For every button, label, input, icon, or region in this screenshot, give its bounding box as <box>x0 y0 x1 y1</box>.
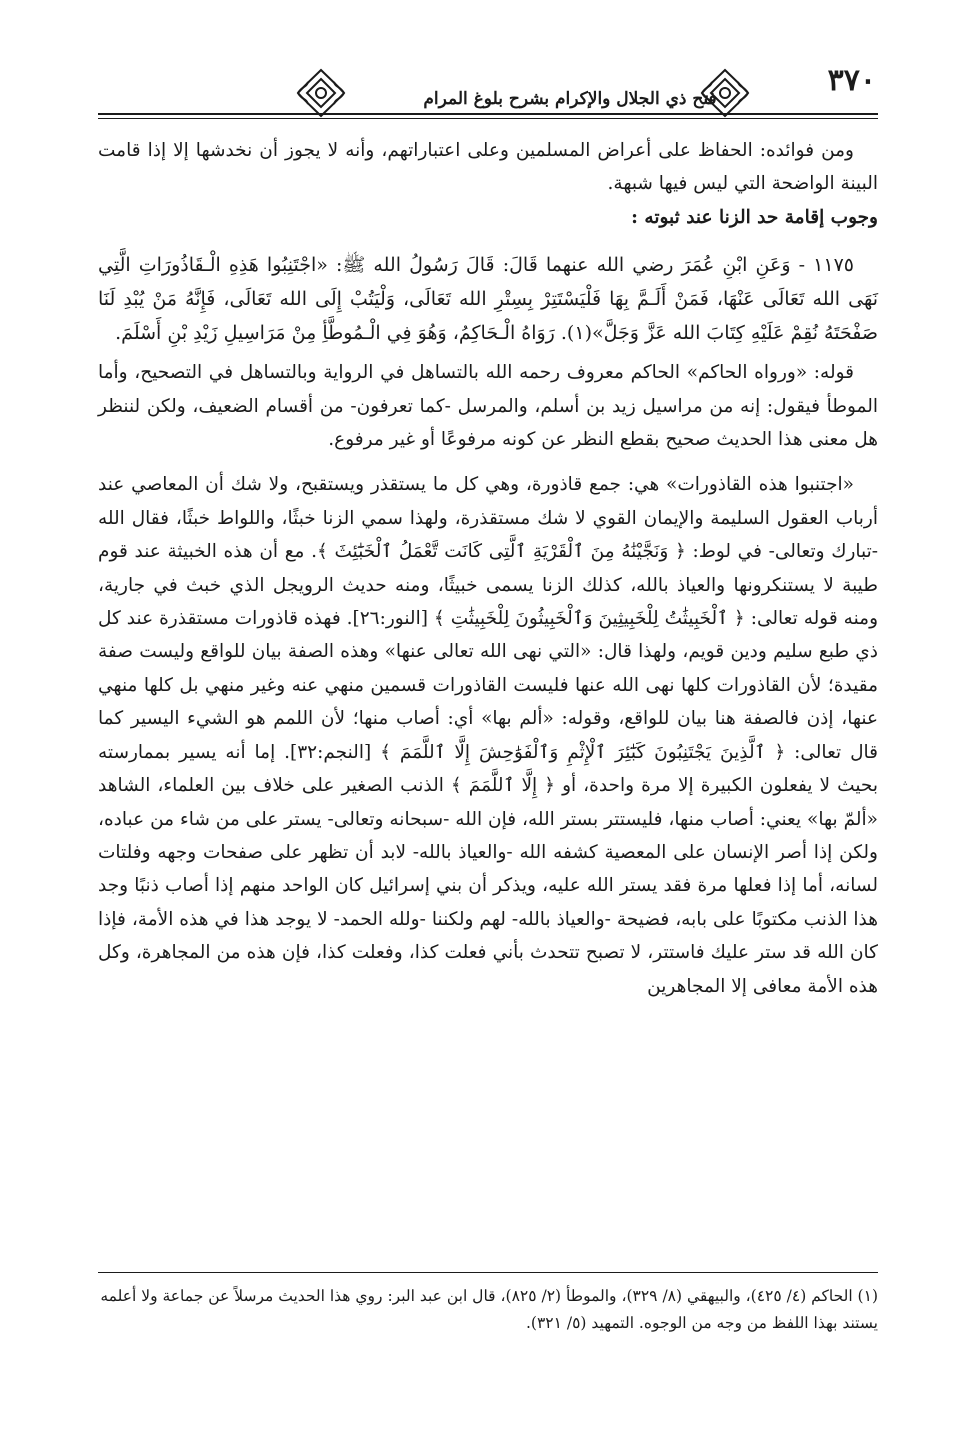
header-rule-thin <box>98 118 878 119</box>
footnote-divider <box>98 1272 878 1273</box>
book-title: فتح ذي الجلال والإكرام بشرح بلوغ المرام <box>423 89 717 109</box>
header-rule <box>98 113 878 115</box>
hadith-body: - وَعَنِ ابْنِ عُمَرَ رضي الله عنهما قَالَ: قَالَ رَسُولُ الله ﷺ: «اجْتَنِبُوا هَذِهِ الْـقَاذُورَاتِ الَّتِي نَهَى الله تَعَالَى عَنْهَا، فَمَنْ أَلَـمَّ بِهَا فَلْيَسْتَتِرْ بِسِتْرِ الله تَعَالَى، وَلْيَتُبْ إِلَى الله تَعَالَى، فَإِنَّهُ مَنْ يُبْدِ لَنَا صَفْحَتَهُ نُقِمْ عَلَيْهِ كِتَابَ الله عَزَّ وَجَلَّ»(١). رَوَاهُ الْـحَاكِمُ، وَهُوَ فِي الْـمُوطَّأِ مِنْ مَرَاسِيلِ زَيْدِ بْنِ أَسْلَمَ. <box>98 254 878 345</box>
hadith-number: ١١٧٥ <box>813 254 854 277</box>
page-body <box>98 134 878 1003</box>
footnotes <box>98 1283 878 1337</box>
footnote: (١) الحاكم (٤/ ٤٢٥)، والبيهقي (٨/ ٣٢٩)، والموطأ (٢/ ٨٢٥)، قال ابن عبد البر: روي هذا الحديث مرسلاً عن جماعة ولا أعلمه يستند بهذا اللفظ من وجه من الوجوه. التمهيد (٥/ ٣٢١). <box>100 1287 878 1332</box>
page-number: ٣٧٠ <box>827 63 876 98</box>
section-heading: وجوب إقامة حد الزنا عند ثبوته : <box>631 206 878 228</box>
ornament-icon <box>698 66 752 120</box>
commentary-paragraph: «اجتنبوا هذه القاذورات» هي: جمع قاذورة، وهي كل ما يستقذر ويستقبح، ولا شك أن المعاصي عند أرباب العقول السليمة والإيمان القوي لا شك مستقذرة، ولهذا سمي الزنا خبثًا، واللواط خبثًا، فقال الله -تبارك وتعالى- في لوط: ﴿ وَنَجَّيْنَٰهُ مِنَ ٱلْقَرْيَةِ ٱلَّتِى كَانَت تَّعْمَلُ ٱلْخَبَٰٓئِثَ ﴾. مع أن هذه الخبيثة عند قوم طيبة لا يستنكرونها والعياذ بالله، كذلك الزنا يسمى خبيثًا، ومنه حديث الرويجل الذي خبث في جارية، ومنه قوله تعالى: ﴿ ٱلْخَبِيثَٰتُ لِلْخَبِيثِينَ وَٱلْخَبِيثُونَ لِلْخَبِيثَٰتِ ﴾ [النور:٢٦]. فهذه قاذورات مستقذرة عند كل ذي طبع سليم ودين قويم، ولهذا قال: «التي نهى الله تعالى عنها» وهذه الصفة بيان للواقع وليست صفة مقيدة؛ لأن القاذورات كلها نهى الله عنها فليست القاذورات قسمين منهي عنه وغير منهي بل كلها منهي عنها، إذن فالصفة هنا بيان للواقع، وقوله: «ألم بها» أي: أصاب منها؛ لأن اللمم هو الشيء اليسير كما قال تعالى: ﴿ ٱلَّذِينَ يَجْتَنِبُونَ كَبَٰٓئِرَ ٱلْإِثْمِ وَٱلْفَوَٰحِشَ إِلَّا ٱللَّمَمَ ﴾ [النجم:٣٢]. إما أنه يسير بممارسته بحيث لا يفعلون الكبيرة إلا مرة واحدة، أو ﴿ إِلَّا ٱللَّمَمَ ﴾ الذنب الصغير على خلاف بين العلماء، الشاهد «ألمّ بها» يعني: أصاب منها، فليستتر بستر الله، فإن الله -سبحانه وتعالى- يستر على من شاء من عباده، ولكن إذا أصر الإنسان على المعصية كشفه الله -والعياذ بالله- لابد أن تظهر على صفحات وجهه وفلتات لسانه، أما إذا فعلها مرة فقد يستر الله عليه، ويذكر أن بني إسرائيل كان الواحد منهم إذا أصاب ذنبًا وجد هذا الذنب مكتوبًا على بابه، فضيحة -والعياذ بالله- لهم ولكننا -ولله الحمد- لا يوجد هذا في هذه الأمة، فإذا كان الله قد ستر عليك فاستتر، لا تصبح تتحدث بأني فعلت كذا، وفعلت كذا، فإن هذه من المجاهرة، وكل هذه الأمة معافى إلا المجاهرين <box>98 474 879 997</box>
hadith-text <box>98 248 878 356</box>
page-header <box>98 58 878 120</box>
intro-paragraph: ومن فوائده: الحفاظ على أعراض المسلمين وعلى اعتباراتهم، وأنه لا يجوز أن نخدشها إلا إذا قامت البينة الواضحة التي ليس فيها شبهة. <box>98 140 878 195</box>
ornament-icon <box>294 66 348 120</box>
commentary-paragraph: قوله: «ورواه الحاكم» الحاكم معروف رحمه الله بالتساهل في الرواية وبالتساهل في التصحيح، وأما الموطأ فيقول: إنه من مراسيل زيد بن أسلم، والمرسل -كما تعرفون- من أقسام الضعيف، ولكن لننظر هل معنى هذا الحديث صحيح بقطع النظر عن كونه مرفوعًا أو غير مرفوع. <box>98 362 878 451</box>
